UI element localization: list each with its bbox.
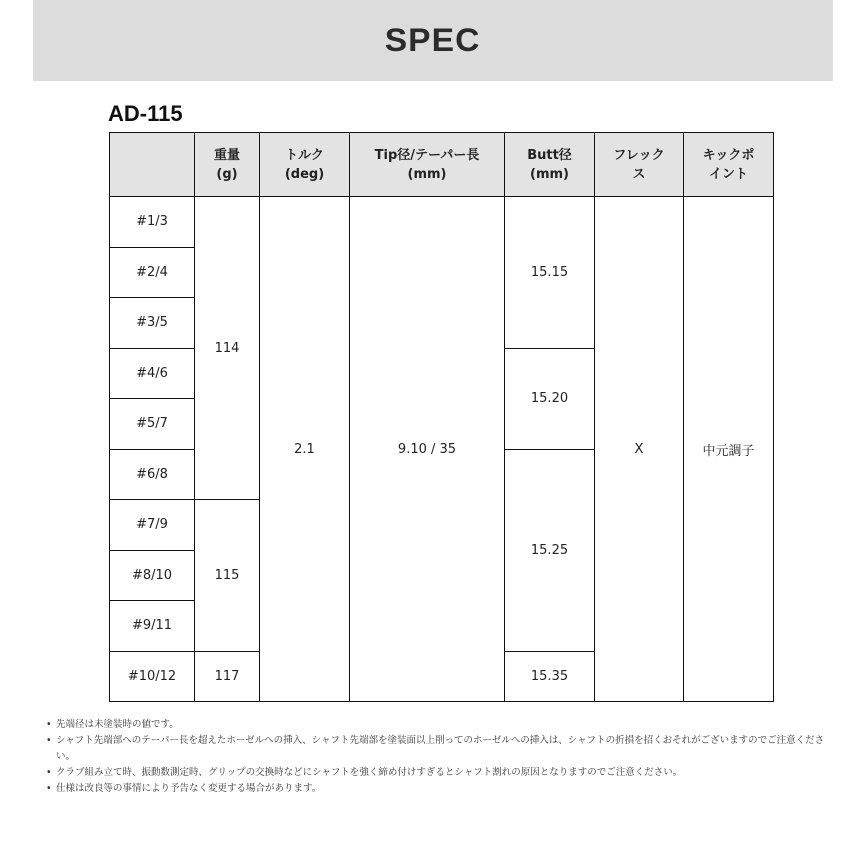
butt-cell: 15.15 [505, 197, 595, 349]
row-label: #9/11 [110, 601, 195, 652]
model-name: AD-115 [108, 101, 183, 126]
weight-cell: 114 [195, 197, 260, 500]
row-label: #8/10 [110, 550, 195, 601]
header-tip-taper: Tip径/テーパー長 (mm) [350, 133, 505, 197]
row-label: #10/12 [110, 651, 195, 702]
header-flex: フレック ス [595, 133, 684, 197]
torque-cell: 2.1 [260, 197, 350, 702]
weight-cell: 117 [195, 651, 260, 702]
row-label: #1/3 [110, 197, 195, 248]
note-item: • 仕様は改良等の事情により予告なく変更する場合があります。 [46, 781, 836, 797]
butt-cell: 15.35 [505, 651, 595, 702]
row-label: #6/8 [110, 449, 195, 500]
kick-point-cell: 中元調子 [684, 197, 774, 702]
note-item: • シャフト先端部へのテーパー長を超えたホーゼルへの挿入、シャフト先端部を塗装面以上削ってのホーゼルへの挿入は、シャフトの折損を招くおそれがございますのでご注意ください。 [46, 733, 836, 765]
row-label: #7/9 [110, 500, 195, 551]
header-torque: トルク (deg) [260, 133, 350, 197]
note-item: • 先端径は未塗装時の値です。 [46, 717, 836, 733]
row-label: #2/4 [110, 247, 195, 298]
notes-list [46, 717, 836, 797]
table-row [110, 197, 774, 248]
spec-table [109, 132, 774, 702]
tip-taper-cell: 9.10 / 35 [350, 197, 505, 702]
header-butt: Butt径 (mm) [505, 133, 595, 197]
weight-cell: 115 [195, 500, 260, 652]
header-kick-point: キックポ イント [684, 133, 774, 197]
table-header-row [110, 133, 774, 197]
row-label: #3/5 [110, 298, 195, 349]
butt-cell: 15.25 [505, 449, 595, 651]
row-label: #5/7 [110, 399, 195, 450]
spec-banner [33, 0, 833, 81]
flex-cell: X [595, 197, 684, 702]
note-item: • クラブ組み立て時、振動数測定時、グリップの交換時などにシャフトを強く締め付けすぎるとシャフト割れの原因となりますのでご注意ください。 [46, 765, 836, 781]
butt-cell: 15.20 [505, 348, 595, 449]
row-label: #4/6 [110, 348, 195, 399]
header-blank [110, 133, 195, 197]
page-title: SPEC [385, 22, 481, 58]
header-weight: 重量 (g) [195, 133, 260, 197]
